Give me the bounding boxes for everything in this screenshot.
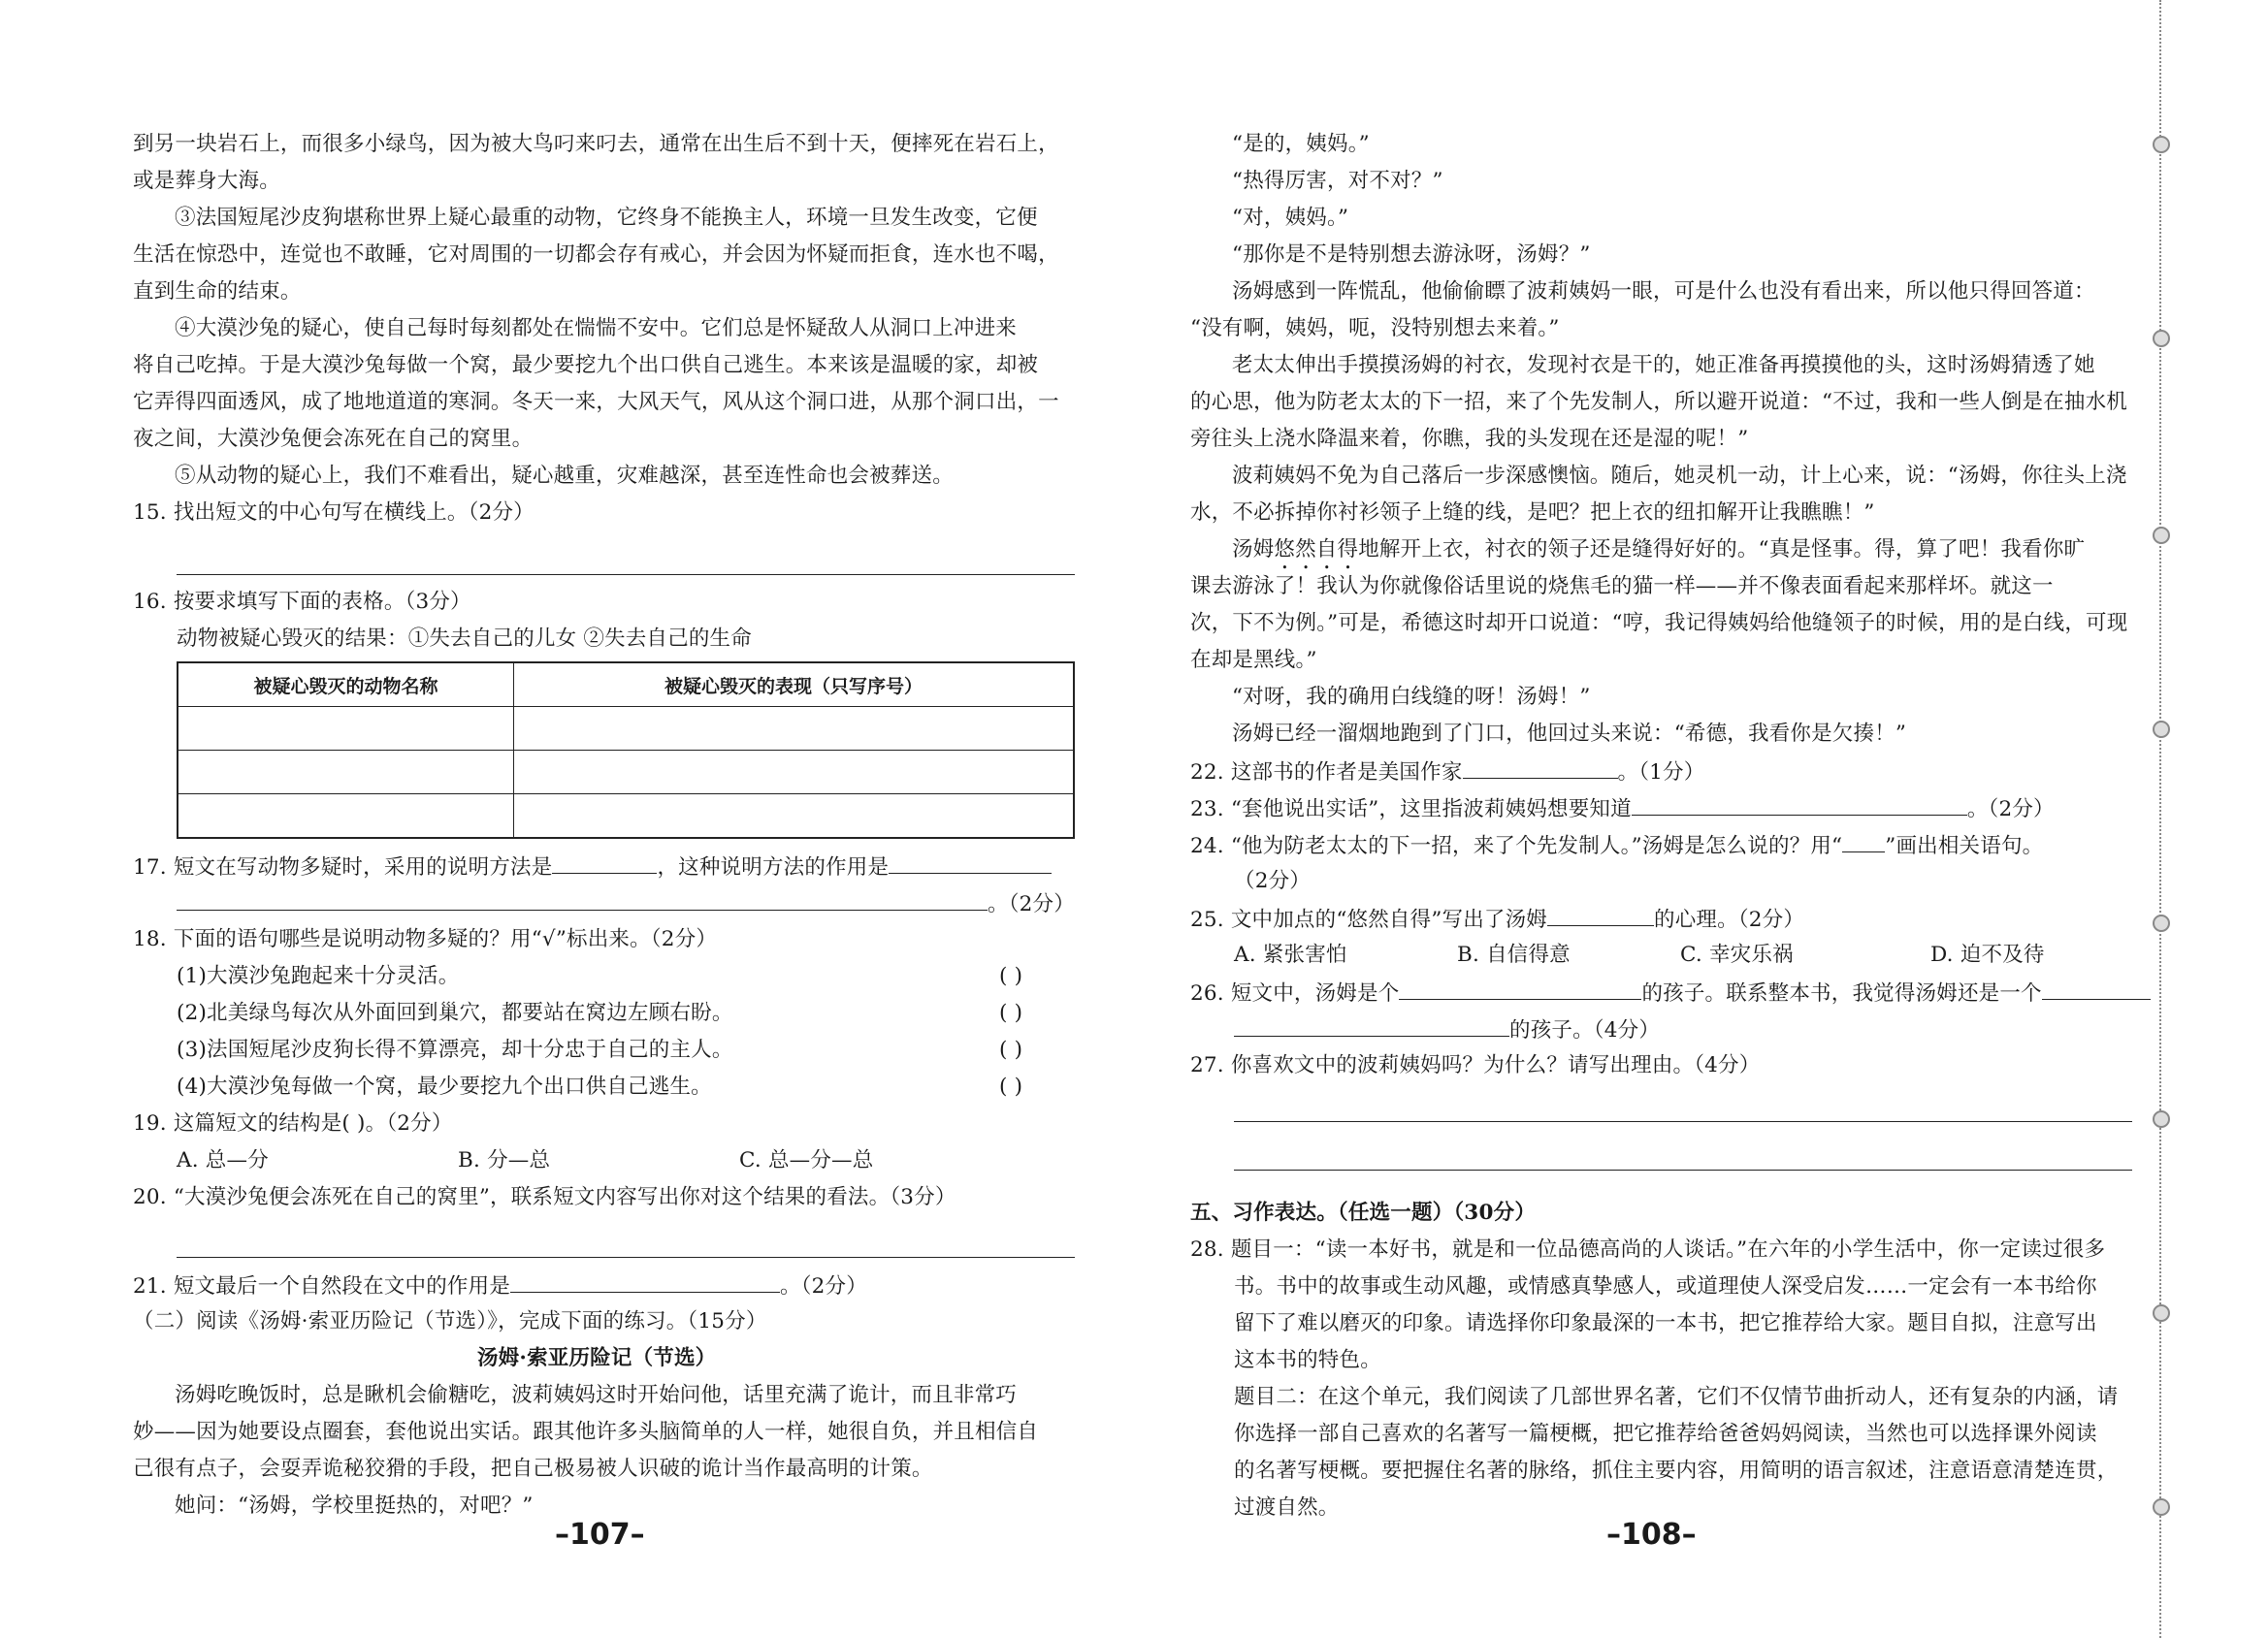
passage-text: 地解开上衣，衬衣的领子还是缝得好好的。“真是怪事。得，算了吧！我看你旷 — [1358, 537, 2086, 562]
question-23-text: 23. “套他说出实话”，这里指波莉姨妈想要知道 — [1190, 797, 1632, 821]
passage-line: “没有啊，姨妈，呃，没特别想去来着。” — [1190, 316, 1560, 340]
question-21-points: 。（2分） — [780, 1274, 867, 1299]
question-28-line: 你选择一部自己喜欢的名著写一篇梗概，把它推荐给爸爸妈妈阅读，当然也可以选择课外阅读 — [1234, 1422, 2097, 1446]
passage-line: “热得厉害，对不对？” — [1232, 169, 1443, 193]
passage-line: 汤姆感到一阵慌乱，他偷偷瞟了波莉姨妈一眼，可是什么也没有看出来，所以他只得回答道： — [1232, 279, 2095, 304]
section-2-heading: （二）阅读《汤姆·索亚历险记（节选）》，完成下面的练习。（15分） — [133, 1309, 767, 1333]
question-26-text: 的孩子。（4分） — [1509, 1018, 1661, 1043]
question-16-note: 动物被疑心毁灭的结果：①失去自己的儿女 ②失去自己的生命 — [177, 626, 752, 651]
question-21-text: 21. 短文最后一个自然段在文中的作用是 — [133, 1274, 511, 1299]
question-17-text: 17. 短文在写动物多疑时，采用的说明方法是 — [133, 855, 553, 880]
passage-line: “那你是不是特别想去游泳呀，汤姆？” — [1232, 242, 1591, 267]
binding-hole-icon — [2153, 527, 2170, 544]
question-19: 19. 这篇短文的结构是( )。（2分） — [133, 1111, 453, 1136]
binding-hole-icon — [2153, 1304, 2170, 1322]
answer-line-27[interactable] — [1234, 1170, 2132, 1171]
answer-line-15[interactable] — [177, 574, 1075, 575]
blank-17a[interactable] — [552, 851, 657, 874]
question-23-points: 。（2分） — [1966, 797, 2055, 821]
question-18: 18. 下面的语句哪些是说明动物多疑的？用“√”标出来。（2分） — [133, 927, 718, 951]
blank-22[interactable] — [1463, 756, 1618, 779]
passage-line: 课去游泳了！我认为你就像俗话里说的烧焦毛的猫一样——并不像表面看起来那样坏。就这一 — [1190, 574, 2054, 598]
question-25 — [1190, 904, 1804, 935]
excerpt-line: 汤姆吃晚饭时，总是瞅机会偷糖吃，波莉姨妈这时开始问他，话里充满了诡计，而且非常巧 — [175, 1383, 1018, 1407]
passage-line: 水，不必拆掉你衬衫领子上缝的线，是吧？把上衣的纽扣解开让我瞧瞧！” — [1190, 500, 1875, 525]
passage-line: ③法国短尾沙皮狗堪称世界上疑心最重的动物，它终身不能换主人，环境一旦发生改变，它便 — [175, 206, 1038, 230]
page-number: –107– — [555, 1518, 645, 1552]
blank-21[interactable] — [510, 1270, 780, 1293]
passage-line: 直到生命的结束。 — [133, 279, 302, 304]
question-17-text: ，这种说明方法的作用是 — [657, 855, 890, 880]
table-cell[interactable] — [514, 707, 1075, 751]
passage-line: 将自己吃掉。于是大漠沙兔每做一个窝，最少要挖九个出口供自己逃生。本来该是温暖的家，却被 — [133, 353, 1039, 377]
passage-line: “对，姨妈。” — [1232, 206, 1349, 230]
question-28-line: 过渡自然。 — [1234, 1495, 1340, 1520]
underline-sample — [1842, 830, 1885, 852]
choice-d[interactable]: D. 迫不及待 — [1930, 943, 2045, 967]
answer-paren[interactable]: ( ) — [999, 1075, 1023, 1099]
blank-17b[interactable] — [889, 851, 1052, 874]
choice-b[interactable]: B. 自信得意 — [1457, 943, 1571, 967]
question-26-cont — [1234, 1014, 1660, 1045]
passage-line: 到另一块岩石上，而很多小绿鸟，因为被大鸟叼来叼去，通常在出生后不到十天，便摔死在岩石上， — [133, 132, 1059, 156]
right-page — [1125, 0, 2268, 1638]
choice-a[interactable]: A. 紧张害怕 — [1234, 943, 1347, 967]
binding-hole-icon — [2153, 330, 2170, 347]
table-row — [178, 794, 1074, 839]
question-23 — [1190, 793, 2055, 824]
passage-line: 老太太伸出手摸摸汤姆的衬衣，发现衬衣是干的，她正准备再摸摸他的头，这时汤姆猜透了她 — [1232, 353, 2095, 377]
question-25-text: 的心理。（2分） — [1654, 908, 1805, 932]
table-header: 被疑心毁灭的表现（只写序号） — [514, 662, 1075, 707]
question-16: 16. 按要求填写下面的表格。（3分） — [133, 590, 471, 614]
table-cell[interactable] — [514, 751, 1075, 794]
excerpt-line: 己很有点子，会耍弄诡秘狡猾的手段，把自己极易被人识破的诡计当作最高明的计策。 — [133, 1457, 933, 1481]
question-17-points: 。（2分） — [988, 892, 1075, 916]
passage-line: 它弄得四面透风，成了地地道道的寒洞。冬天一来，大风天气，风从这个洞口进，从那个洞口出，一 — [133, 390, 1059, 414]
passage-line: 次，下不为例。”可是，希德这时却开口说道：“哼，我记得姨妈给他缝领子的时候，用的是白线，可现 — [1190, 611, 2128, 635]
question-21 — [133, 1270, 867, 1301]
question-22-text: 22. 这部书的作者是美国作家 — [1190, 760, 1463, 785]
question-25-text: 25. 文中加点的“悠然自得”写出了汤姆 — [1190, 908, 1548, 932]
passage-line: ⑤从动物的疑心上，我们不难看出，疑心越重，灾难越深，甚至连性命也会被葬送。 — [175, 464, 954, 488]
choice-c[interactable]: C. 总—分—总 — [739, 1148, 874, 1172]
question-28-line: 题目二：在这个单元，我们阅读了几部世界名著，它们不仅情节曲折动人，还有复杂的内涵，请 — [1234, 1385, 2119, 1409]
blank-25[interactable] — [1547, 904, 1654, 926]
answer-line-27[interactable] — [1234, 1121, 2132, 1122]
answer-line-20[interactable] — [177, 1257, 1075, 1258]
question-28-line: 书。书中的故事或生动风趣，或情感真挚感人，或道理使人深受启发……一定会有一本书给你 — [1234, 1274, 2097, 1299]
dotted-phrase: 悠然自得 — [1274, 537, 1359, 562]
left-page — [0, 0, 1125, 1638]
answer-paren[interactable]: ( ) — [999, 1001, 1023, 1025]
question-27: 27. 你喜欢文中的波莉姨妈吗？为什么？请写出理由。（4分） — [1190, 1053, 1761, 1077]
passage-line: 旁往头上浇水降温来着，你瞧，我的头发现在还是湿的呢！” — [1190, 427, 1749, 451]
question-26 — [1190, 978, 2151, 1009]
table-cell[interactable] — [514, 794, 1075, 839]
table-cell[interactable] — [178, 707, 514, 751]
option-item: (4)大漠沙兔每做一个窝，最少要挖九个出口供自己逃生。 — [177, 1075, 712, 1099]
binding-hole-icon — [2153, 1498, 2170, 1516]
question-17 — [133, 851, 1052, 883]
table-cell[interactable] — [178, 751, 514, 794]
option-item: (3)法国短尾沙皮狗长得不算漂亮，却十分忠于自己的主人。 — [177, 1038, 733, 1062]
choice-c[interactable]: C. 幸灾乐祸 — [1680, 943, 1794, 967]
excerpt-title: 汤姆·索亚历险记（节选） — [477, 1346, 717, 1370]
passage-line: 的心思，他为防老太太的下一招，来了个先发制人，所以避开说道：“不过，我和一些人倒是在抽水机 — [1190, 390, 2127, 414]
blank-23[interactable] — [1632, 793, 1967, 816]
passage-line: “对呀，我的确用白线缝的呀！汤姆！” — [1232, 685, 1591, 709]
excerpt-line: 妙——因为她要设点圈套，套他说出实话。跟其他许多头脑简单的人一样，她很自负，并且相信自 — [133, 1420, 1039, 1444]
question-24-text: ”画出相关语句。 — [1885, 834, 2044, 858]
question-20: 20. “大漠沙兔便会冻死在自己的窝里”，联系短文内容写出你对这个结果的看法。（3分） — [133, 1185, 956, 1209]
excerpt-line: 她问：“汤姆，学校里挺热的，对吧？” — [175, 1493, 534, 1518]
question-24 — [1190, 830, 2043, 861]
answer-paren[interactable]: ( ) — [999, 1038, 1023, 1062]
option-item: (1)大漠沙兔跑起来十分灵活。 — [177, 964, 460, 988]
question-26-text: 的孩子。联系整本书，我觉得汤姆还是一个 — [1641, 981, 2042, 1006]
question-28-line: 的名著写梗概。要把握住名著的脉络，抓住主要内容，用简明的语言叙述，注意语意清楚连贯， — [1234, 1459, 2119, 1483]
passage-line: ④大漠沙兔的疑心，使自己每时每刻都处在惴惴不安中。它们总是怀疑敌人从洞口上冲进来 — [175, 316, 1018, 340]
blank-26a[interactable] — [1399, 978, 1641, 1000]
blank-26c[interactable] — [1234, 1014, 1509, 1037]
passage-line: 在却是黑线。” — [1190, 648, 1317, 672]
question-28-line: 28. 题目一：“读一本好书，就是和一位品德高尚的人谈话。”在六年的小学生活中，你一定读过很多 — [1190, 1237, 2106, 1262]
answer-paren[interactable]: ( ) — [999, 964, 1023, 988]
passage-line: 夜之间，大漠沙兔便会冻死在自己的窝里。 — [133, 427, 534, 451]
table-row — [178, 751, 1074, 794]
question-24-points: （2分） — [1234, 869, 1311, 893]
animal-table — [177, 661, 1075, 839]
choice-a[interactable]: A. 总—分 — [177, 1148, 269, 1172]
passage-line: 波莉姨妈不免为自己落后一步深感懊恼。随后，她灵机一动，计上心来，说：“汤姆，你往头上浇 — [1232, 464, 2127, 488]
choice-b[interactable]: B. 分—总 — [458, 1148, 551, 1172]
table-row — [178, 707, 1074, 751]
table-cell[interactable] — [178, 794, 514, 839]
question-26-text: 26. 短文中，汤姆是个 — [1190, 981, 1400, 1006]
binding-margin — [2159, 0, 2161, 1638]
table-header: 被疑心毁灭的动物名称 — [178, 662, 514, 707]
question-15: 15. 找出短文的中心句写在横线上。（2分） — [133, 500, 535, 525]
question-22 — [1190, 756, 1704, 787]
passage-line — [1232, 535, 2085, 574]
binding-hole-icon — [2153, 136, 2170, 153]
question-28-line: 这本书的特色。 — [1234, 1348, 1381, 1372]
binding-hole-icon — [2153, 915, 2170, 932]
section-5-heading: 五、习作表达。（任选一题）（30分） — [1190, 1201, 1537, 1225]
question-22-points: 。（1分） — [1617, 760, 1705, 785]
blank-26b[interactable] — [2042, 978, 2151, 1000]
passage-line: 生活在惊恐中，连觉也不敢睡，它对周围的一切都会存有戒心，并会因为怀疑而拒食，连水也不喝， — [133, 242, 1059, 267]
passage-line: 汤姆已经一溜烟地跑到了门口，他回过头来说：“希德，我看你是欠揍！” — [1232, 722, 1907, 746]
question-17-cont — [177, 888, 1075, 919]
binding-hole-icon — [2153, 721, 2170, 738]
option-item: (2)北美绿鸟每次从外面回到巢穴，都要站在窝边左顾右盼。 — [177, 1001, 733, 1025]
passage-line: “是的，姨妈。” — [1232, 132, 1370, 156]
question-24-text: 24. “他为防老太太的下一招，来了个先发制人。”汤姆是怎么说的？用“ — [1190, 834, 1843, 858]
passage-line: 或是葬身大海。 — [133, 169, 280, 193]
page-number: –108– — [1606, 1518, 1697, 1552]
blank-17c[interactable] — [177, 888, 988, 911]
question-28-line: 留下了难以磨灭的印象。请选择你印象最深的一本书，把它推荐给大家。题目自拟，注意写出 — [1234, 1311, 2097, 1335]
binding-hole-icon — [2153, 1110, 2170, 1128]
passage-text: 汤姆 — [1232, 537, 1275, 562]
